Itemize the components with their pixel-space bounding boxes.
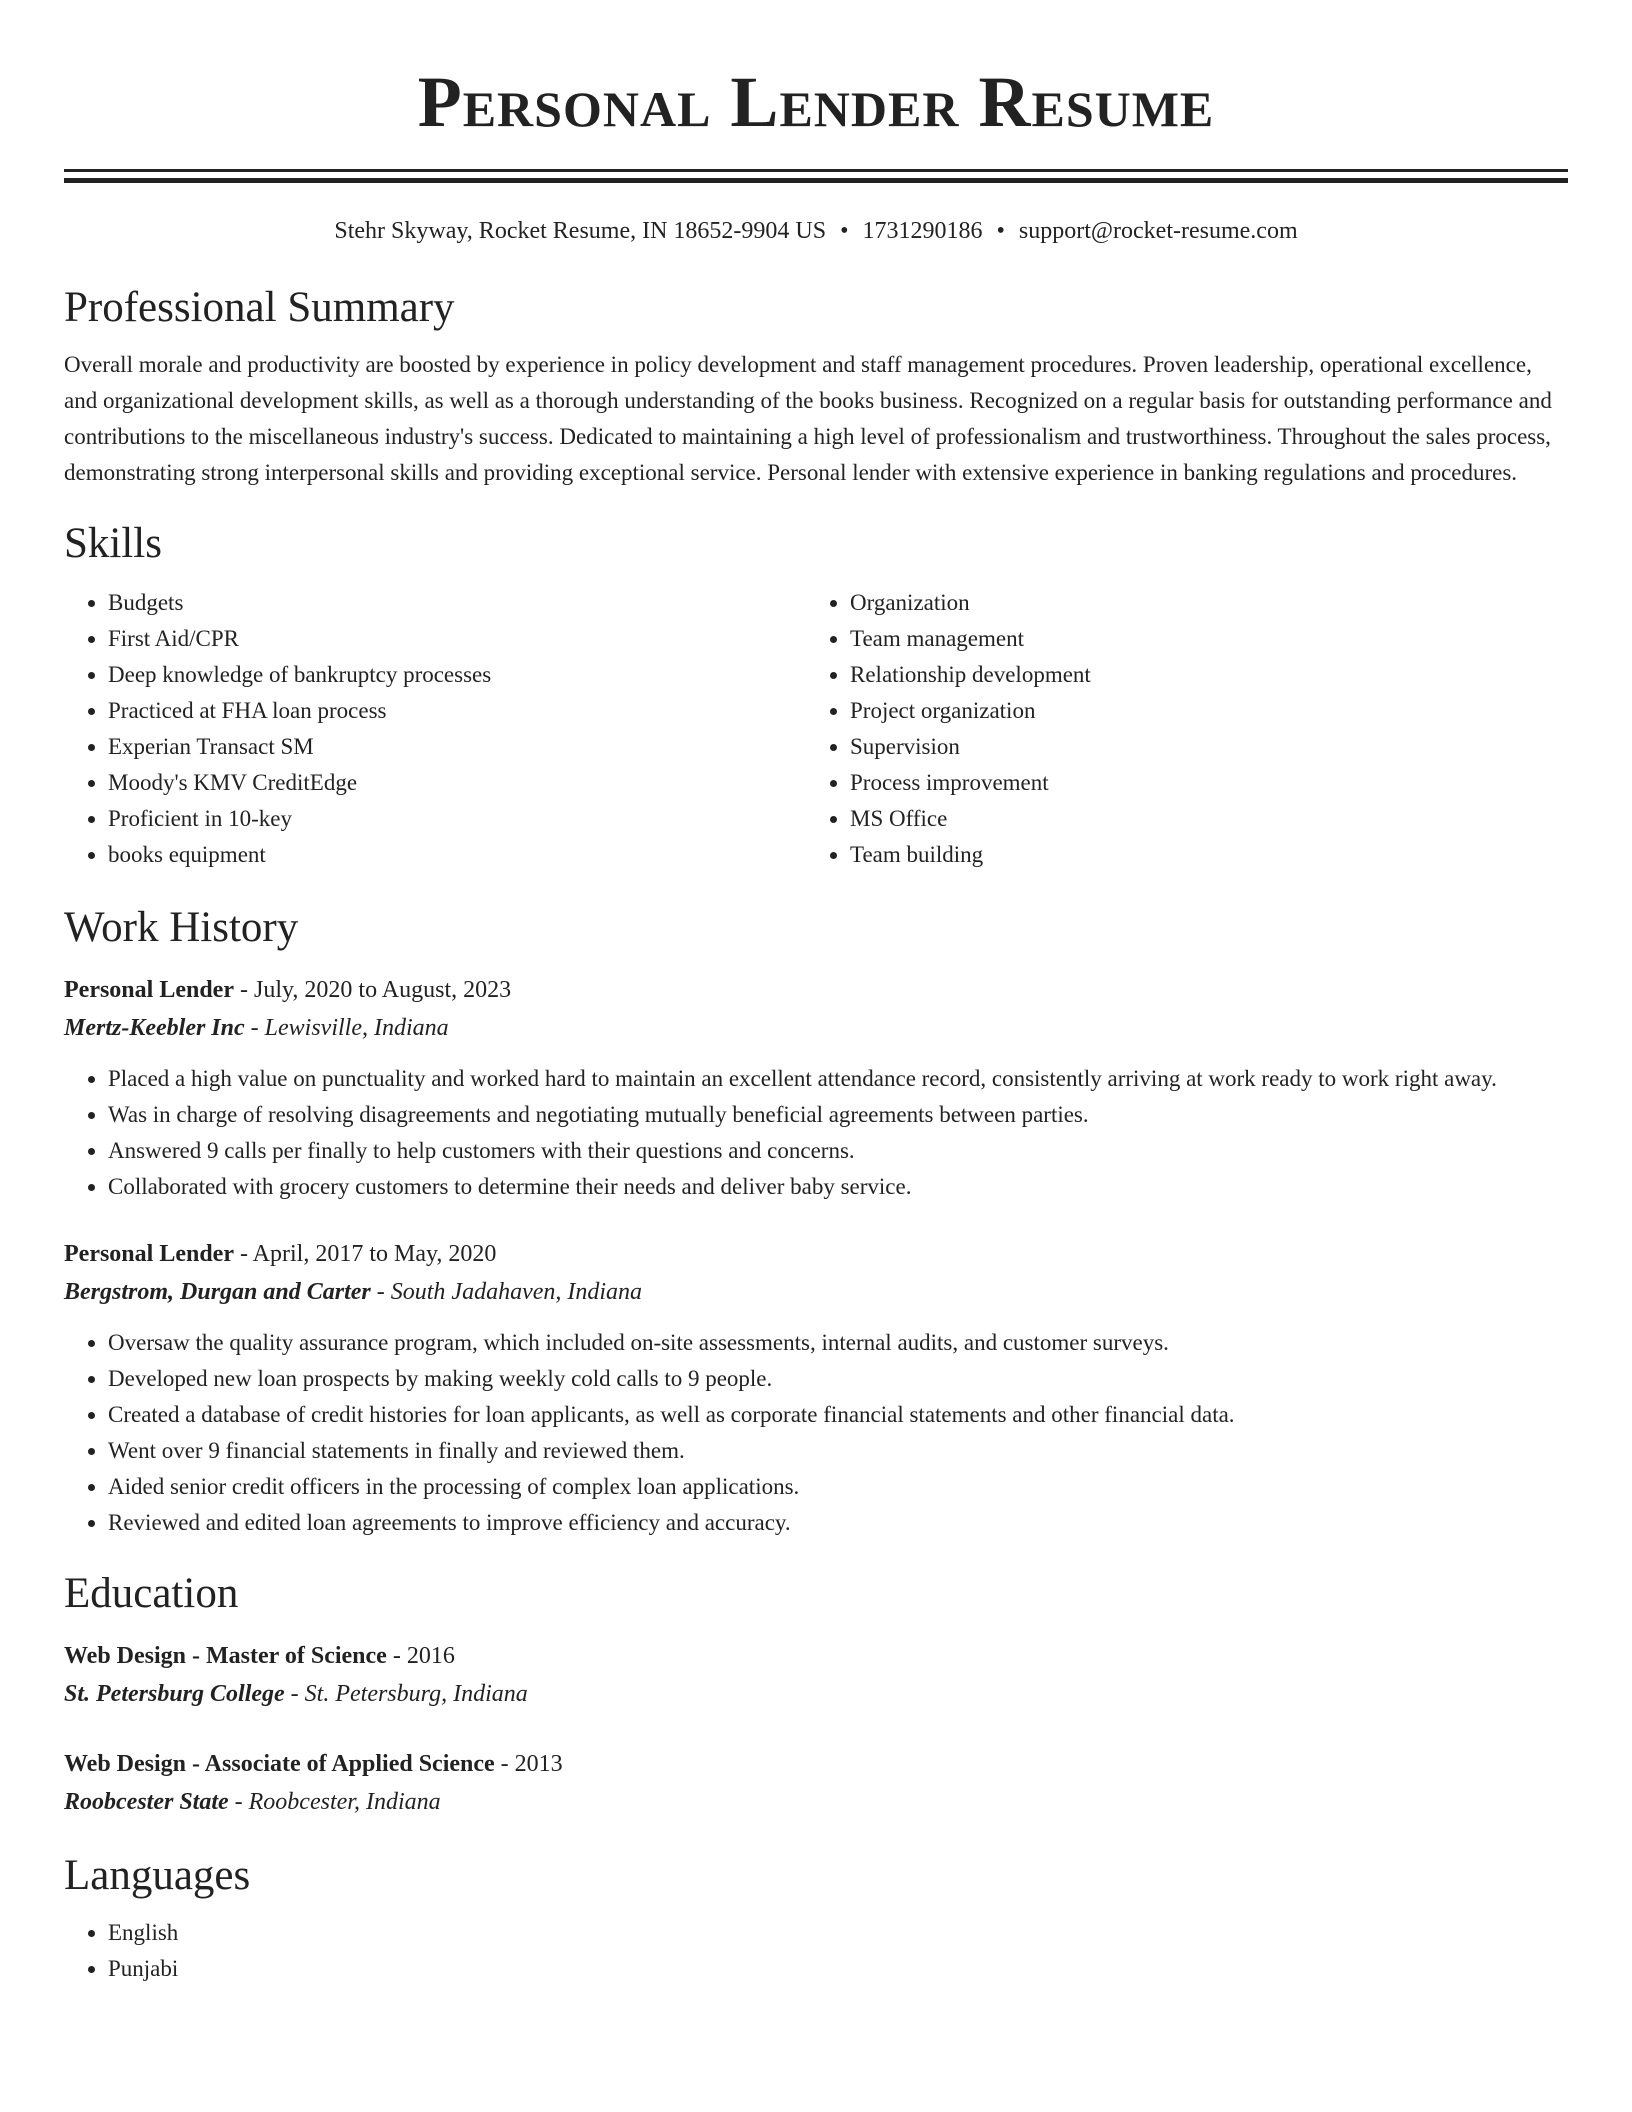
job-bullets bbox=[64, 1325, 1568, 1541]
degree: Web Design - Associate of Applied Science bbox=[64, 1751, 495, 1777]
degree-line bbox=[64, 1637, 1568, 1675]
job-location: - Lewisville, Indiana bbox=[244, 1015, 449, 1041]
contact-address: Stehr Skyway, Rocket Resume, IN 18652-9904 US bbox=[334, 218, 827, 244]
job-company: Bergstrom, Durgan and Carter bbox=[64, 1279, 371, 1305]
work-history-heading: Work History bbox=[64, 904, 299, 951]
skill-item: • Budgets bbox=[108, 585, 806, 621]
education-heading: Education bbox=[64, 1570, 239, 1617]
job-entry bbox=[64, 1235, 1568, 1541]
skills-list-right bbox=[806, 585, 1548, 873]
job-title-line bbox=[64, 971, 1568, 1009]
skills-list-left bbox=[64, 585, 806, 873]
skills-column-left bbox=[64, 585, 806, 873]
job-bullet: • Reviewed and edited loan agreements to improve efficiency and accuracy. bbox=[108, 1505, 1568, 1541]
language-item: • English bbox=[108, 1915, 1568, 1951]
job-title-line bbox=[64, 1235, 1568, 1273]
degree: Web Design - Master of Science bbox=[64, 1643, 387, 1669]
skill-item: • Relationship development bbox=[850, 657, 1548, 693]
language-item: • Punjabi bbox=[108, 1951, 1568, 1987]
title-divider-thin bbox=[64, 169, 1568, 172]
skill-item: • Project organization bbox=[850, 693, 1548, 729]
languages-section bbox=[64, 1851, 1568, 1987]
job-dates: - April, 2017 to May, 2020 bbox=[233, 1241, 497, 1267]
job-bullet: • Collaborated with grocery customers to determine their needs and deliver baby service. bbox=[108, 1169, 1568, 1205]
school: Roobcester State bbox=[64, 1789, 229, 1815]
resume-title: Personal Lender Resume bbox=[417, 62, 1215, 142]
skills-column-right bbox=[806, 585, 1548, 873]
skill-item: • MS Office bbox=[850, 801, 1548, 837]
contact-line bbox=[64, 217, 1568, 245]
job-bullet: • Placed a high value on punctuality and worked hard to maintain an excellent attendance record, consistently arriving at work ready to work right away. bbox=[108, 1061, 1568, 1097]
skill-item: • Organization bbox=[850, 585, 1548, 621]
school: St. Petersburg College bbox=[64, 1681, 285, 1707]
job-bullet: • Oversaw the quality assurance program, which included on-site assessments, internal audits, and customer surveys. bbox=[108, 1325, 1568, 1361]
skill-item: • First Aid/CPR bbox=[108, 621, 806, 657]
skill-item: • books equipment bbox=[108, 837, 806, 873]
graduation-year: - 2013 bbox=[494, 1751, 563, 1777]
job-entry bbox=[64, 971, 1568, 1205]
school-line bbox=[64, 1783, 1568, 1821]
skills-columns bbox=[64, 585, 1568, 873]
school-location: - Roobcester, Indiana bbox=[228, 1789, 441, 1815]
contact-email: support@rocket-resume.com bbox=[1018, 218, 1298, 244]
summary-section bbox=[64, 283, 1568, 491]
education-entry bbox=[64, 1637, 1568, 1713]
education-entry bbox=[64, 1745, 1568, 1821]
education-section bbox=[64, 1569, 1568, 1821]
degree-line bbox=[64, 1745, 1568, 1783]
resume-page bbox=[64, 0, 1568, 1987]
school-location: - St. Petersburg, Indiana bbox=[284, 1681, 528, 1707]
job-bullets bbox=[64, 1061, 1568, 1205]
contact-separator: • bbox=[996, 218, 1005, 244]
job-bullet: • Developed new loan prospects by making weekly cold calls to 9 people. bbox=[108, 1361, 1568, 1397]
job-bullet: • Was in charge of resolving disagreements and negotiating mutually beneficial agreements between parties. bbox=[108, 1097, 1568, 1133]
skill-item: • Proficient in 10-key bbox=[108, 801, 806, 837]
languages-heading: Languages bbox=[64, 1852, 251, 1899]
job-company-line bbox=[64, 1009, 1568, 1047]
job-company: Mertz-Keebler Inc bbox=[64, 1015, 245, 1041]
skills-section bbox=[64, 519, 1568, 873]
job-bullet: • Answered 9 calls per finally to help customers with their questions and concerns. bbox=[108, 1133, 1568, 1169]
skill-item: • Team management bbox=[850, 621, 1548, 657]
skill-item: • Practiced at FHA loan process bbox=[108, 693, 806, 729]
job-dates: - July, 2020 to August, 2023 bbox=[233, 977, 512, 1003]
job-bullet: • Aided senior credit officers in the processing of complex loan applications. bbox=[108, 1469, 1568, 1505]
languages-list bbox=[64, 1915, 1568, 1987]
job-title: Personal Lender bbox=[64, 1241, 234, 1267]
contact-separator: • bbox=[840, 218, 849, 244]
summary-heading: Professional Summary bbox=[64, 284, 455, 331]
contact-phone: 1731290186 bbox=[862, 218, 983, 244]
job-location: - South Jadahaven, Indiana bbox=[370, 1279, 643, 1305]
school-line bbox=[64, 1675, 1568, 1713]
job-title: Personal Lender bbox=[64, 977, 234, 1003]
skill-item: • Moody's KMV CreditEdge bbox=[108, 765, 806, 801]
job-bullet: • Went over 9 financial statements in finally and reviewed them. bbox=[108, 1433, 1568, 1469]
skills-heading: Skills bbox=[64, 520, 162, 567]
job-company-line bbox=[64, 1273, 1568, 1311]
work-history-section bbox=[64, 903, 1568, 1541]
skill-item: • Team building bbox=[850, 837, 1548, 873]
skill-item: • Supervision bbox=[850, 729, 1548, 765]
skill-item: • Process improvement bbox=[850, 765, 1548, 801]
job-bullet: • Created a database of credit histories for loan applicants, as well as corporate financial statements and other financial data. bbox=[108, 1397, 1568, 1433]
skill-item: • Experian Transact SM bbox=[108, 729, 806, 765]
skill-item: • Deep knowledge of bankruptcy processes bbox=[108, 657, 806, 693]
summary-text: Overall morale and productivity are boosted by experience in policy development and staff management procedures. Proven leadership, operational excellence, and organizational development skills, as well as a thorough understanding of the books business. Recognized on a regular basis for outstanding performance and contributions to the miscellaneous industry's success. Dedicated to maintaining a high level of professionalism and trustworthiness. Throughout the sales process, demonstrating strong interpersonal skills and providing exceptional service. Personal lender with extensive experience in banking regulations and procedures. bbox=[64, 352, 1552, 485]
graduation-year: - 2016 bbox=[386, 1643, 455, 1669]
title-divider-thick bbox=[64, 178, 1568, 183]
